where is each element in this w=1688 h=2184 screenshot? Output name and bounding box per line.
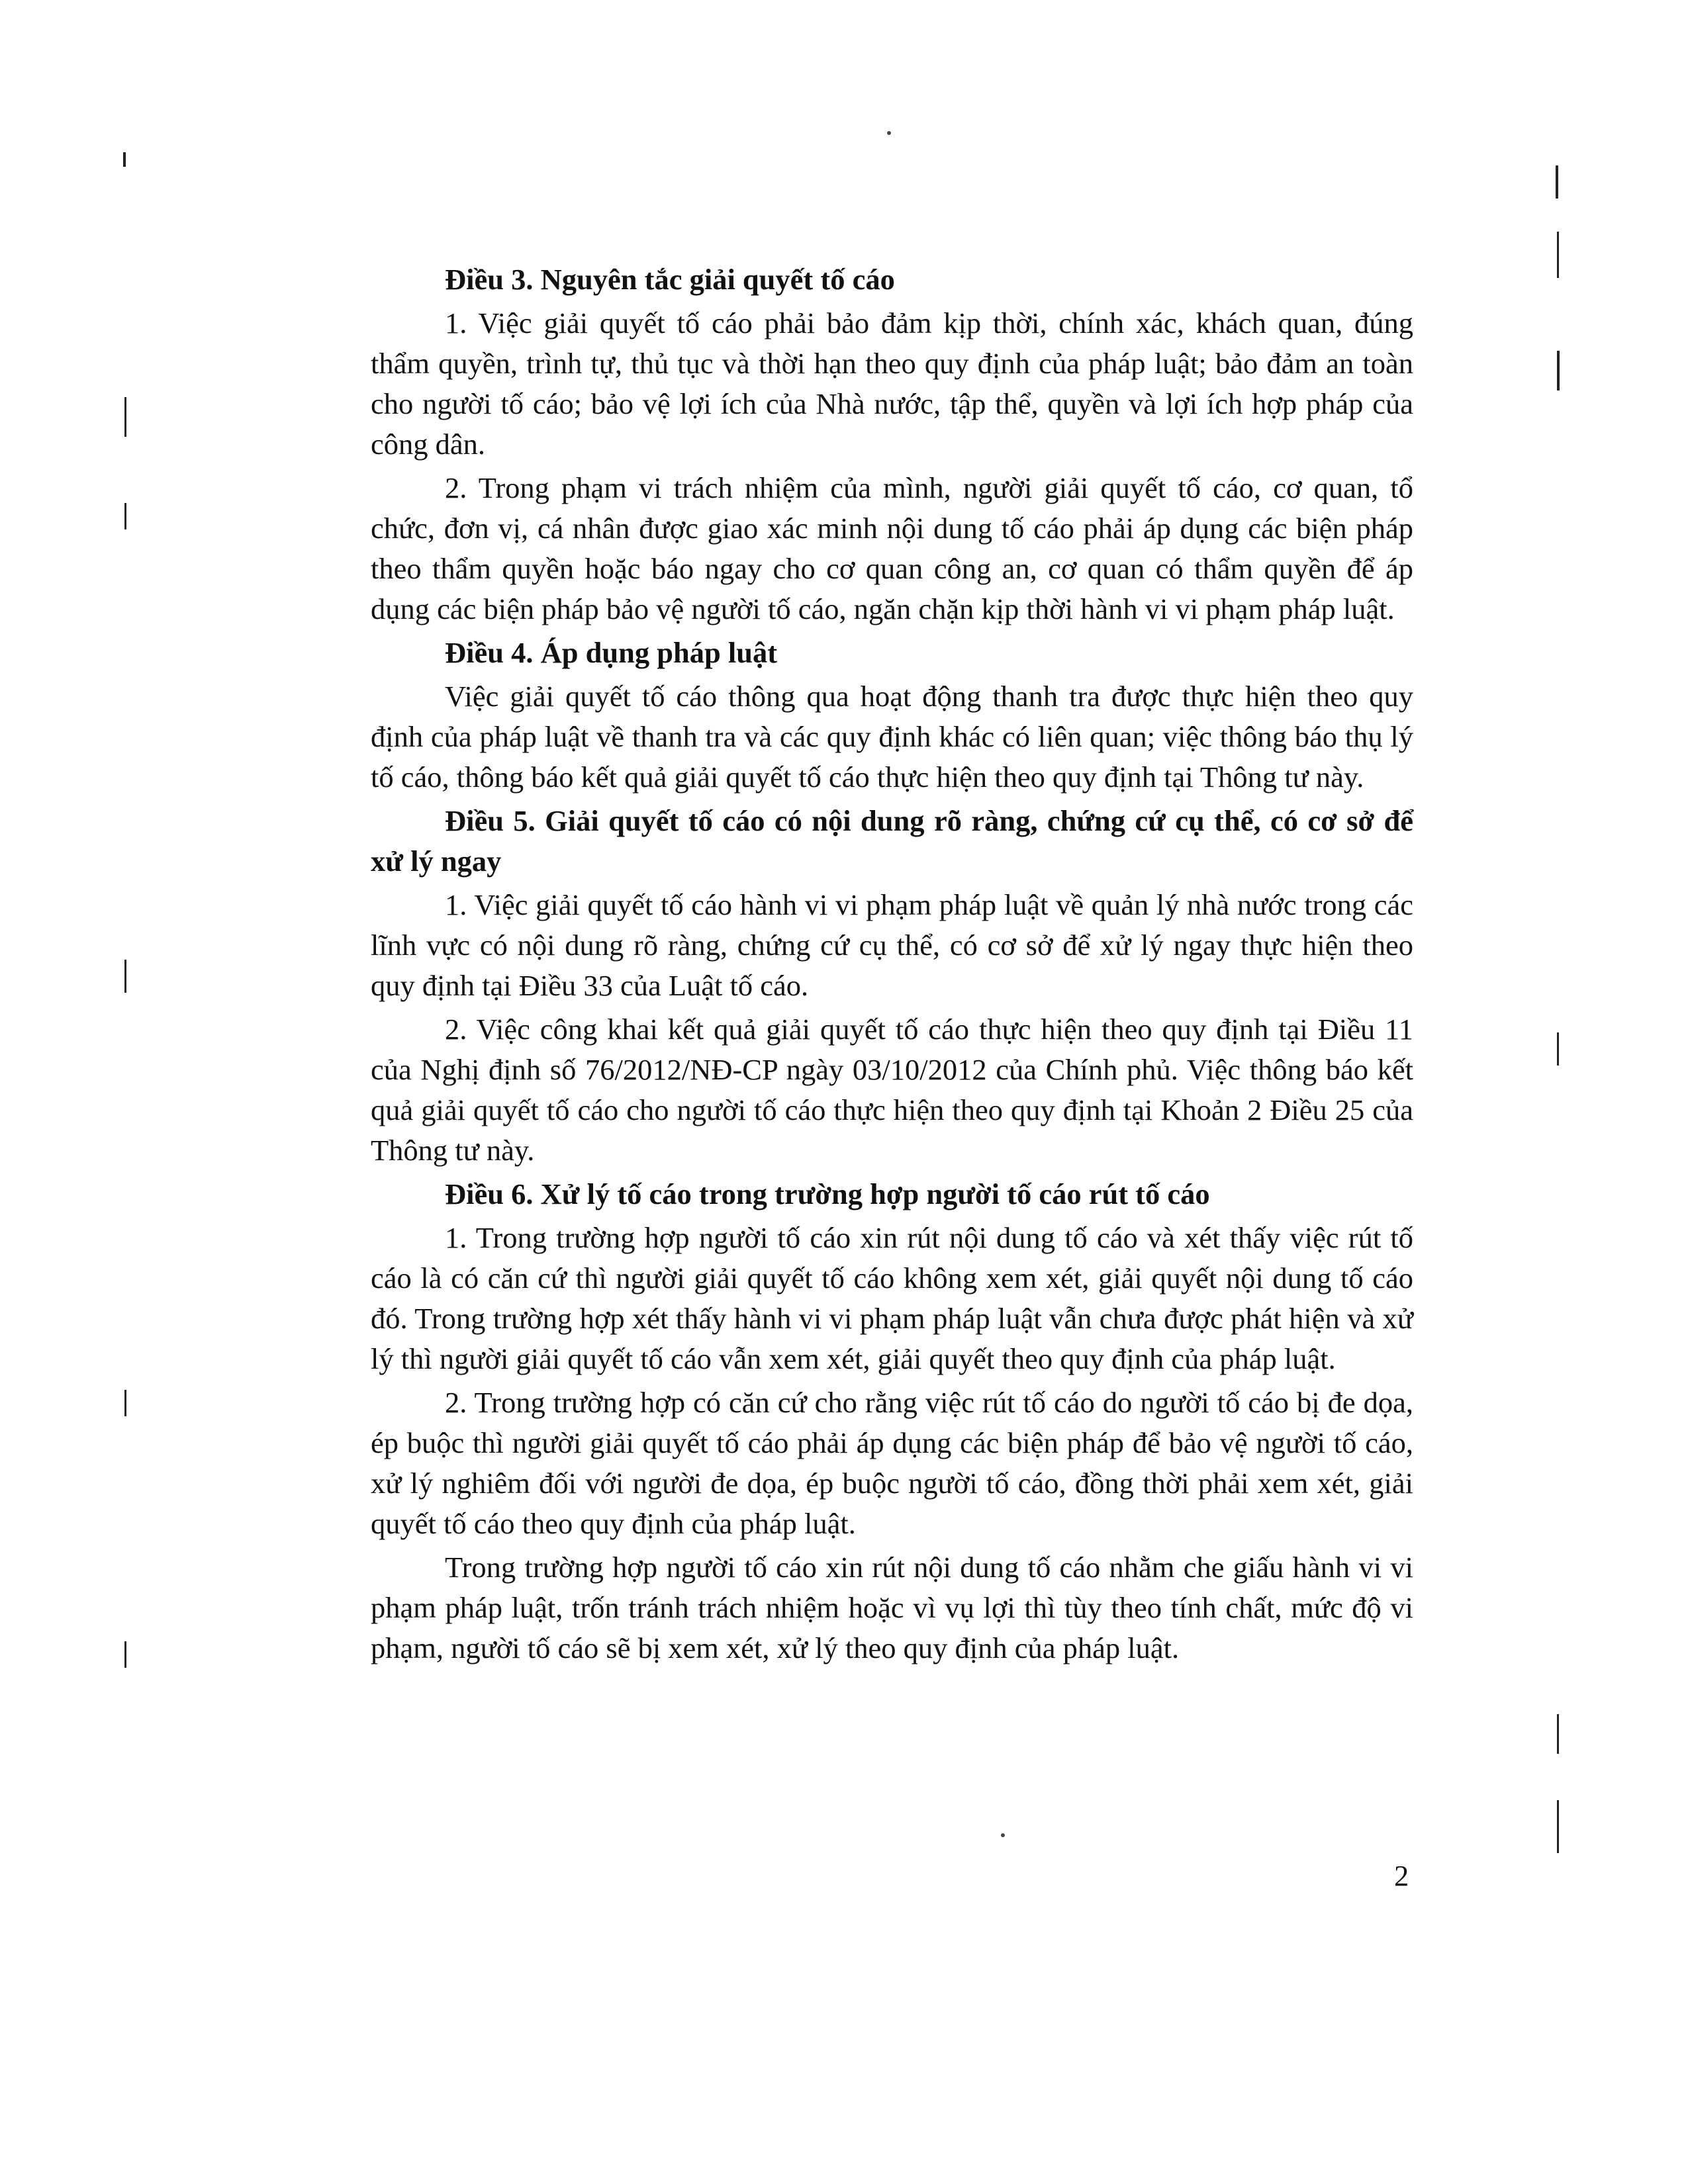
scan-edge-mark [124,1641,126,1668]
article-6 [371,1174,1413,1668]
scan-edge-mark [1557,232,1559,278]
scan-dust-dot [1001,1833,1005,1837]
page-number: 2 [1394,1859,1409,1892]
article-heading: Điều 6. Xử lý tố cáo trong trường hợp người tố cáo rút tố cáo [445,1177,1210,1210]
scan-edge-mark [1557,351,1560,390]
article-4 [371,633,1413,797]
article-3 [371,259,1413,629]
article-paragraph: Trong trường hợp người tố cáo xin rút nội dung tố cáo nhằm che giấu hành vi vi phạm pháp luật, trốn tránh trách nhiệm hoặc vì vụ lợi thì tùy theo tính chất, mức độ vi phạm, người tố cáo sẽ bị xem xét, xử lý theo quy định của pháp luật. [371,1551,1413,1664]
scan-edge-mark [124,503,126,529]
scan-edge-mark [1556,165,1558,199]
document-body [371,259,1413,1672]
article-paragraph: 2. Việc công khai kết quả giải quyết tố cáo thực hiện theo quy định tại Điều 11 của Nghị định số 76/2012/NĐ-CP ngày 03/10/2012 của Chính phủ. Việc thông báo kết quả giải quyết tố cáo cho người tố cáo thực hiện theo quy định tại Khoản 2 Điều 25 của Thông tư này. [371,1013,1413,1167]
scan-edge-mark [1557,1032,1559,1066]
article-heading: Điều 4. Áp dụng pháp luật [445,636,778,669]
article-paragraph: 1. Việc giải quyết tố cáo phải bảo đảm kịp thời, chính xác, khách quan, đúng thẩm quyền, trình tự, thủ tục và thời hạn theo quy định của pháp luật; bảo đảm an toàn cho người tố cáo; bảo vệ lợi ích của Nhà nước, tập thể, quyền và lợi ích hợp pháp của công dân. [371,306,1413,461]
article-heading: Điều 5. Giải quyết tố cáo có nội dung rõ ràng, chứng cứ cụ thể, có cơ sở để xử lý ngay [371,804,1413,878]
scan-edge-mark [124,960,126,993]
article-paragraph: 1. Trong trường hợp người tố cáo xin rút nội dung tố cáo và xét thấy việc rút tố cáo là có căn cứ thì người giải quyết tố cáo không xem xét, giải quyết nội dung tố cáo đó. Trong trường hợp xét thấy hành vi vi phạm pháp luật vẫn chưa được phát hiện và xử lý thì người giải quyết tố cáo vẫn xem xét, giải quyết theo quy định của pháp luật. [371,1221,1413,1375]
article-paragraph: 2. Trong phạm vi trách nhiệm của mình, người giải quyết tố cáo, cơ quan, tổ chức, đơn vị, cá nhân được giao xác minh nội dung tố cáo phải áp dụng các biện pháp theo thẩm quyền hoặc báo ngay cho cơ quan công an, cơ quan có thẩm quyền để áp dụng các biện pháp bảo vệ người tố cáo, ngăn chặn kịp thời hành vi vi phạm pháp luật. [371,471,1413,625]
article-paragraph: 1. Việc giải quyết tố cáo hành vi vi phạm pháp luật về quản lý nhà nước trong các lĩnh vực có nội dung rõ ràng, chứng cứ cụ thể, có cơ sở để xử lý ngay thực hiện theo quy định tại Điều 33 của Luật tố cáo. [371,888,1413,1002]
article-5 [371,801,1413,1171]
article-paragraph: Việc giải quyết tố cáo thông qua hoạt động thanh tra được thực hiện theo quy định của pháp luật về thanh tra và các quy định khác có liên quan; việc thông báo thụ lý tố cáo, thông báo kết quả giải quyết tố cáo thực hiện theo quy định tại Thông tư này. [371,680,1413,794]
scan-edge-mark [124,397,126,437]
scan-edge-mark [1557,1800,1559,1853]
scan-edge-mark [1557,1714,1559,1754]
scan-edge-mark [123,152,126,167]
scan-edge-mark [124,1390,126,1416]
scan-dust-dot [887,131,891,135]
article-paragraph: 2. Trong trường hợp có căn cứ cho rằng việc rút tố cáo do người tố cáo bị đe dọa, ép buộc thì người giải quyết tố cáo phải áp dụng các biện pháp để bảo vệ người tố cáo, xử lý nghiêm đối với người đe dọa, ép buộc người tố cáo, đồng thời phải xem xét, giải quyết tố cáo theo quy định của pháp luật. [371,1386,1413,1540]
article-heading: Điều 3. Nguyên tắc giải quyết tố cáo [445,263,895,296]
